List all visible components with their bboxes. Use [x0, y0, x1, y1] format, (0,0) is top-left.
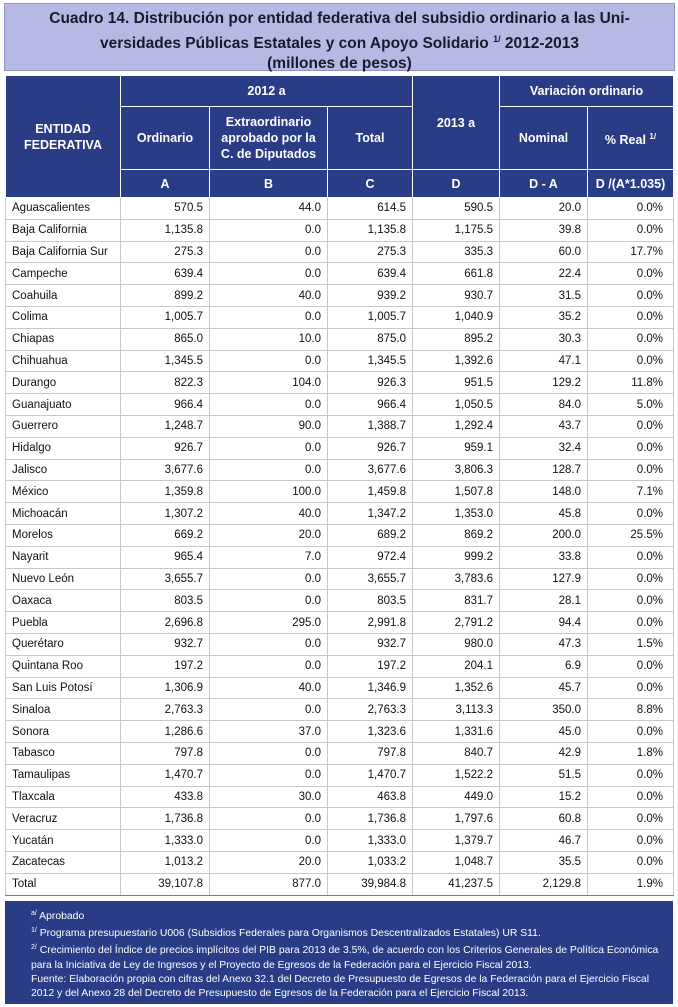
cell-d: 980.0: [413, 633, 500, 655]
cell-c: 1,033.2: [328, 851, 413, 873]
table-row: [6, 263, 674, 285]
cell-b: 0.0: [210, 590, 328, 612]
cell-real: 0.0%: [588, 306, 674, 328]
table-row: [6, 394, 674, 416]
cell-state: Tamaulipas: [6, 764, 121, 786]
cell-state: Morelos: [6, 524, 121, 546]
cell-state: Guanajuato: [6, 394, 121, 416]
header-2012: 2012 a: [121, 76, 413, 107]
cell-state: Zacatecas: [6, 851, 121, 873]
cell-d: 1,353.0: [413, 503, 500, 525]
cell-a: 797.8: [121, 742, 210, 764]
cell-a: 433.8: [121, 786, 210, 808]
cell-d: 1,048.7: [413, 851, 500, 873]
cell-b: 104.0: [210, 372, 328, 394]
cell-nom: 128.7: [500, 459, 588, 481]
cell-state: Sonora: [6, 721, 121, 743]
cell-real: 0.0%: [588, 219, 674, 241]
cell-real: 0.0%: [588, 721, 674, 743]
cell-c: 1,333.0: [328, 830, 413, 852]
cell-real: 0.0%: [588, 568, 674, 590]
cell-real: 0.0%: [588, 285, 674, 307]
cell-a: 1,013.2: [121, 851, 210, 873]
cell-nom: 129.2: [500, 372, 588, 394]
header-real: % Real $^{1/}$: [588, 107, 674, 170]
table-row: [6, 198, 674, 220]
table-row: [6, 786, 674, 808]
header-entity: ENTIDAD FEDERATIVA: [6, 76, 121, 198]
cell-a: 865.0: [121, 328, 210, 350]
cell-real: 0.0%: [588, 677, 674, 699]
cell-nom: 42.9: [500, 742, 588, 764]
cell-a: 1,248.7: [121, 415, 210, 437]
cell-b: 0.0: [210, 241, 328, 263]
cell-state: Coahuila: [6, 285, 121, 307]
cell-d: 204.1: [413, 655, 500, 677]
cell-nom: 32.4: [500, 437, 588, 459]
cell-nom: 51.5: [500, 764, 588, 786]
cell-d: 1,175.5: [413, 219, 500, 241]
cell-nom: 33.8: [500, 546, 588, 568]
cell-a: 1,345.5: [121, 350, 210, 372]
cell-state: Guerrero: [6, 415, 121, 437]
header-ordinario: Ordinario: [121, 107, 210, 170]
cell-nom: 84.0: [500, 394, 588, 416]
cell-real: 0.0%: [588, 851, 674, 873]
cell-a: 932.7: [121, 633, 210, 655]
table-row: [6, 830, 674, 852]
table-row: [6, 742, 674, 764]
cell-nom: 45.0: [500, 721, 588, 743]
cell-d: 1,040.9: [413, 306, 500, 328]
cell-c: 2,763.3: [328, 699, 413, 721]
cell-state: Chiapas: [6, 328, 121, 350]
cell-c: 614.5: [328, 198, 413, 220]
table-row: [6, 372, 674, 394]
cell-d: 1,292.4: [413, 415, 500, 437]
cell-c: 2,991.8: [328, 612, 413, 634]
cell-d: 2,791.2: [413, 612, 500, 634]
cell-b: 0.0: [210, 568, 328, 590]
cell-d: 3,806.3: [413, 459, 500, 481]
cell-state: Tlaxcala: [6, 786, 121, 808]
header-nominal: Nominal: [500, 107, 588, 170]
table-row: [6, 241, 674, 263]
cell-real: 0.0%: [588, 503, 674, 525]
cell-a: 2,696.8: [121, 612, 210, 634]
cell-c: 3,655.7: [328, 568, 413, 590]
note-aprobado: $^{a/}$ Aprobado: [31, 910, 85, 922]
cell-d: 959.1: [413, 437, 500, 459]
cell-b: 877.0: [210, 873, 328, 895]
cell-nom: 22.4: [500, 263, 588, 285]
cell-real: 0.0%: [588, 437, 674, 459]
cell-a: 1,135.8: [121, 219, 210, 241]
cell-b: 40.0: [210, 503, 328, 525]
cell-b: 0.0: [210, 459, 328, 481]
cell-b: 0.0: [210, 219, 328, 241]
cell-real: 5.0%: [588, 394, 674, 416]
cell-state: Veracruz: [6, 808, 121, 830]
cell-state: Michoacán: [6, 503, 121, 525]
cell-nom: 39.8: [500, 219, 588, 241]
cell-b: 295.0: [210, 612, 328, 634]
header-letter-c: C: [328, 170, 413, 198]
note-programa: $^{1/}$ Programa presupuestario U006 (Subsidios Federales para Organismos Descentralizados Estatales) UR S11.: [31, 927, 541, 940]
total-row: [6, 873, 674, 895]
table-row: [6, 721, 674, 743]
table-row: [6, 350, 674, 372]
cell-b: 7.0: [210, 546, 328, 568]
cell-c: 926.3: [328, 372, 413, 394]
cell-real: 0.0%: [588, 764, 674, 786]
cell-c: 1,346.9: [328, 677, 413, 699]
table-row: [6, 808, 674, 830]
cell-real: 0.0%: [588, 415, 674, 437]
cell-nom: 15.2: [500, 786, 588, 808]
cell-d: 1,507.8: [413, 481, 500, 503]
cell-a: 966.4: [121, 394, 210, 416]
cell-state: Tabasco: [6, 742, 121, 764]
cell-a: 1,286.6: [121, 721, 210, 743]
cell-real: 0.0%: [588, 198, 674, 220]
cell-a: 275.3: [121, 241, 210, 263]
cell-real: 0.0%: [588, 808, 674, 830]
cell-d: 41,237.5: [413, 873, 500, 895]
title-line-3: (millones de pesos): [267, 55, 412, 72]
cell-c: 939.2: [328, 285, 413, 307]
cell-d: 3,783.6: [413, 568, 500, 590]
note-crecimiento: $^{2/}$ Crecimiento del Índice de precios implícitos del PIB para 2013 de 3.5%, de acuerdo con los Criterios Generales de Política Económica para la Iniciativa de Ley de Ingresos y el Proyecto de Egresos de la Federación para el Ejercicio Fiscal 2013.: [31, 944, 659, 971]
title-line-2: versidades Públicas Estatales y con Apoyo Solidario $^{1/}$ 2012-2013: [99, 34, 580, 52]
cell-b: 0.0: [210, 808, 328, 830]
cell-nom: 127.9: [500, 568, 588, 590]
cell-real: 25.5%: [588, 524, 674, 546]
cell-state: Campeche: [6, 263, 121, 285]
cell-d: 335.3: [413, 241, 500, 263]
cell-b: 0.0: [210, 350, 328, 372]
cell-nom: 60.0: [500, 241, 588, 263]
cell-c: 875.0: [328, 328, 413, 350]
table-row: [6, 546, 674, 568]
cell-real: 0.0%: [588, 546, 674, 568]
cell-state: Nuevo León: [6, 568, 121, 590]
cell-d: 1,522.2: [413, 764, 500, 786]
cell-state: Sinaloa: [6, 699, 121, 721]
cell-real: 0.0%: [588, 459, 674, 481]
header-letter-b: B: [210, 170, 328, 198]
cell-a: 3,655.7: [121, 568, 210, 590]
cell-b: 0.0: [210, 633, 328, 655]
cell-nom: 31.5: [500, 285, 588, 307]
cell-c: 803.5: [328, 590, 413, 612]
cell-c: 1,345.5: [328, 350, 413, 372]
cell-c: 797.8: [328, 742, 413, 764]
cell-state: Nayarit: [6, 546, 121, 568]
cell-b: 0.0: [210, 263, 328, 285]
cell-c: 1,388.7: [328, 415, 413, 437]
header-letter-real: D /(A*1.035): [588, 170, 674, 198]
cell-d: 449.0: [413, 786, 500, 808]
cell-d: 1,331.6: [413, 721, 500, 743]
cell-state: Puebla: [6, 612, 121, 634]
cell-state: Total: [6, 873, 121, 895]
cell-real: 0.0%: [588, 786, 674, 808]
cell-d: 869.2: [413, 524, 500, 546]
cell-d: 1,392.6: [413, 350, 500, 372]
cell-nom: 35.2: [500, 306, 588, 328]
cell-real: 1.5%: [588, 633, 674, 655]
cell-real: 0.0%: [588, 830, 674, 852]
cell-real: 7.1%: [588, 481, 674, 503]
cell-nom: 28.1: [500, 590, 588, 612]
cell-real: 0.0%: [588, 328, 674, 350]
cell-state: Oaxaca: [6, 590, 121, 612]
cell-c: 1,135.8: [328, 219, 413, 241]
cell-a: 1,005.7: [121, 306, 210, 328]
cell-nom: 45.8: [500, 503, 588, 525]
cell-a: 1,736.8: [121, 808, 210, 830]
table-row: [6, 677, 674, 699]
cell-state: San Luis Potosí: [6, 677, 121, 699]
cell-d: 661.8: [413, 263, 500, 285]
data-table: [5, 75, 674, 896]
cell-b: 0.0: [210, 742, 328, 764]
cell-d: 930.7: [413, 285, 500, 307]
cell-c: 639.4: [328, 263, 413, 285]
cell-b: 20.0: [210, 524, 328, 546]
table-row: [6, 568, 674, 590]
table-row: [6, 503, 674, 525]
table-row: [6, 524, 674, 546]
cell-state: Querétaro: [6, 633, 121, 655]
cell-b: 40.0: [210, 285, 328, 307]
cell-a: 669.2: [121, 524, 210, 546]
cell-nom: 6.9: [500, 655, 588, 677]
title-line-1: Cuadro 14. Distribución por entidad federativa del subsidio ordinario a las Uni-: [49, 10, 630, 27]
cell-b: 0.0: [210, 764, 328, 786]
table-row: [6, 851, 674, 873]
table-title: [4, 3, 675, 71]
cell-state: Baja California: [6, 219, 121, 241]
table-row: [6, 459, 674, 481]
cell-nom: 45.7: [500, 677, 588, 699]
cell-state: Chihuahua: [6, 350, 121, 372]
cell-d: 1,379.7: [413, 830, 500, 852]
header-variacion: Variación ordinario: [500, 76, 674, 107]
cell-c: 3,677.6: [328, 459, 413, 481]
cell-nom: 43.7: [500, 415, 588, 437]
cell-b: 100.0: [210, 481, 328, 503]
cell-a: 570.5: [121, 198, 210, 220]
table-row: [6, 612, 674, 634]
header-letter-d: D: [413, 170, 500, 198]
cell-b: 0.0: [210, 830, 328, 852]
cell-c: 926.7: [328, 437, 413, 459]
cell-b: 0.0: [210, 394, 328, 416]
cell-b: 40.0: [210, 677, 328, 699]
footnotes: [5, 901, 673, 1004]
cell-b: 90.0: [210, 415, 328, 437]
cell-a: 1,307.2: [121, 503, 210, 525]
cell-a: 197.2: [121, 655, 210, 677]
table-row: [6, 437, 674, 459]
cell-d: 840.7: [413, 742, 500, 764]
table-row: [6, 633, 674, 655]
cell-d: 895.2: [413, 328, 500, 350]
cell-state: Yucatán: [6, 830, 121, 852]
cell-real: 1.9%: [588, 873, 674, 895]
cell-b: 0.0: [210, 655, 328, 677]
cell-c: 197.2: [328, 655, 413, 677]
cell-a: 926.7: [121, 437, 210, 459]
table-row: [6, 415, 674, 437]
cell-d: 590.5: [413, 198, 500, 220]
cell-nom: 46.7: [500, 830, 588, 852]
cell-d: 951.5: [413, 372, 500, 394]
cell-nom: 60.8: [500, 808, 588, 830]
cell-d: 1,797.6: [413, 808, 500, 830]
table-row: [6, 306, 674, 328]
table-row: [6, 328, 674, 350]
table-body: [6, 198, 674, 896]
cell-d: 831.7: [413, 590, 500, 612]
cell-a: 39,107.8: [121, 873, 210, 895]
note-fuente: Fuente: Elaboración propia con cifras del Anexo 32.1 del Decreto de Presupuesto de Egresos de la Federación para el Ejercicio Fiscal 2012 y del Anexo 28 del Decreto de Presupuesto de Egresos de la Federación para el Ejercicio Fiscal 2013.: [31, 973, 650, 1000]
cell-state: Quintana Roo: [6, 655, 121, 677]
cell-a: 822.3: [121, 372, 210, 394]
cell-a: 1,306.9: [121, 677, 210, 699]
cell-b: 0.0: [210, 306, 328, 328]
table-row: [6, 285, 674, 307]
table-row: [6, 764, 674, 786]
cell-b: 44.0: [210, 198, 328, 220]
cell-real: 1.8%: [588, 742, 674, 764]
cell-c: 275.3: [328, 241, 413, 263]
cell-b: 0.0: [210, 437, 328, 459]
cell-c: 932.7: [328, 633, 413, 655]
table-row: [6, 590, 674, 612]
cell-real: 0.0%: [588, 350, 674, 372]
cell-real: 0.0%: [588, 612, 674, 634]
header-2013: 2013 a: [413, 76, 500, 170]
cell-c: 1,323.6: [328, 721, 413, 743]
cell-b: 10.0: [210, 328, 328, 350]
cell-c: 1,459.8: [328, 481, 413, 503]
cell-a: 1,333.0: [121, 830, 210, 852]
cell-nom: 20.0: [500, 198, 588, 220]
cell-state: Durango: [6, 372, 121, 394]
cell-c: 1,736.8: [328, 808, 413, 830]
cell-a: 965.4: [121, 546, 210, 568]
cell-a: 1,359.8: [121, 481, 210, 503]
cell-state: Colima: [6, 306, 121, 328]
header-letter-a: A: [121, 170, 210, 198]
cell-c: 1,347.2: [328, 503, 413, 525]
cell-b: 37.0: [210, 721, 328, 743]
header-total: Total: [328, 107, 413, 170]
cell-b: 20.0: [210, 851, 328, 873]
header-letter-da: D - A: [500, 170, 588, 198]
cell-c: 1,005.7: [328, 306, 413, 328]
cell-d: 999.2: [413, 546, 500, 568]
cell-c: 966.4: [328, 394, 413, 416]
cell-nom: 35.5: [500, 851, 588, 873]
cell-nom: 148.0: [500, 481, 588, 503]
cell-state: Baja California Sur: [6, 241, 121, 263]
cell-b: 30.0: [210, 786, 328, 808]
cell-a: 1,470.7: [121, 764, 210, 786]
cell-a: 803.5: [121, 590, 210, 612]
cell-nom: 47.3: [500, 633, 588, 655]
cell-d: 1,050.5: [413, 394, 500, 416]
table-row: [6, 481, 674, 503]
cell-real: 0.0%: [588, 655, 674, 677]
cell-nom: 350.0: [500, 699, 588, 721]
cell-d: 3,113.3: [413, 699, 500, 721]
cell-real: 11.8%: [588, 372, 674, 394]
cell-a: 899.2: [121, 285, 210, 307]
table-row: [6, 219, 674, 241]
cell-nom: 94.4: [500, 612, 588, 634]
cell-state: Jalisco: [6, 459, 121, 481]
cell-a: 639.4: [121, 263, 210, 285]
cell-nom: 30.3: [500, 328, 588, 350]
cell-real: 0.0%: [588, 590, 674, 612]
cell-a: 3,677.6: [121, 459, 210, 481]
cell-state: México: [6, 481, 121, 503]
cell-state: Hidalgo: [6, 437, 121, 459]
cell-c: 463.8: [328, 786, 413, 808]
cell-c: 1,470.7: [328, 764, 413, 786]
cell-a: 2,763.3: [121, 699, 210, 721]
cell-nom: 200.0: [500, 524, 588, 546]
cell-real: 17.7%: [588, 241, 674, 263]
cell-nom: 2,129.8: [500, 873, 588, 895]
table-row: [6, 655, 674, 677]
cell-b: 0.0: [210, 699, 328, 721]
cell-nom: 47.1: [500, 350, 588, 372]
cell-d: 1,352.6: [413, 677, 500, 699]
table-row: [6, 699, 674, 721]
cell-c: 39,984.8: [328, 873, 413, 895]
cell-c: 689.2: [328, 524, 413, 546]
cell-real: 0.0%: [588, 263, 674, 285]
cell-state: Aguascalientes: [6, 198, 121, 220]
header-extraordinario: Extraordinario aprobado por la C. de Diputados: [210, 107, 328, 170]
cell-real: 8.8%: [588, 699, 674, 721]
cell-c: 972.4: [328, 546, 413, 568]
